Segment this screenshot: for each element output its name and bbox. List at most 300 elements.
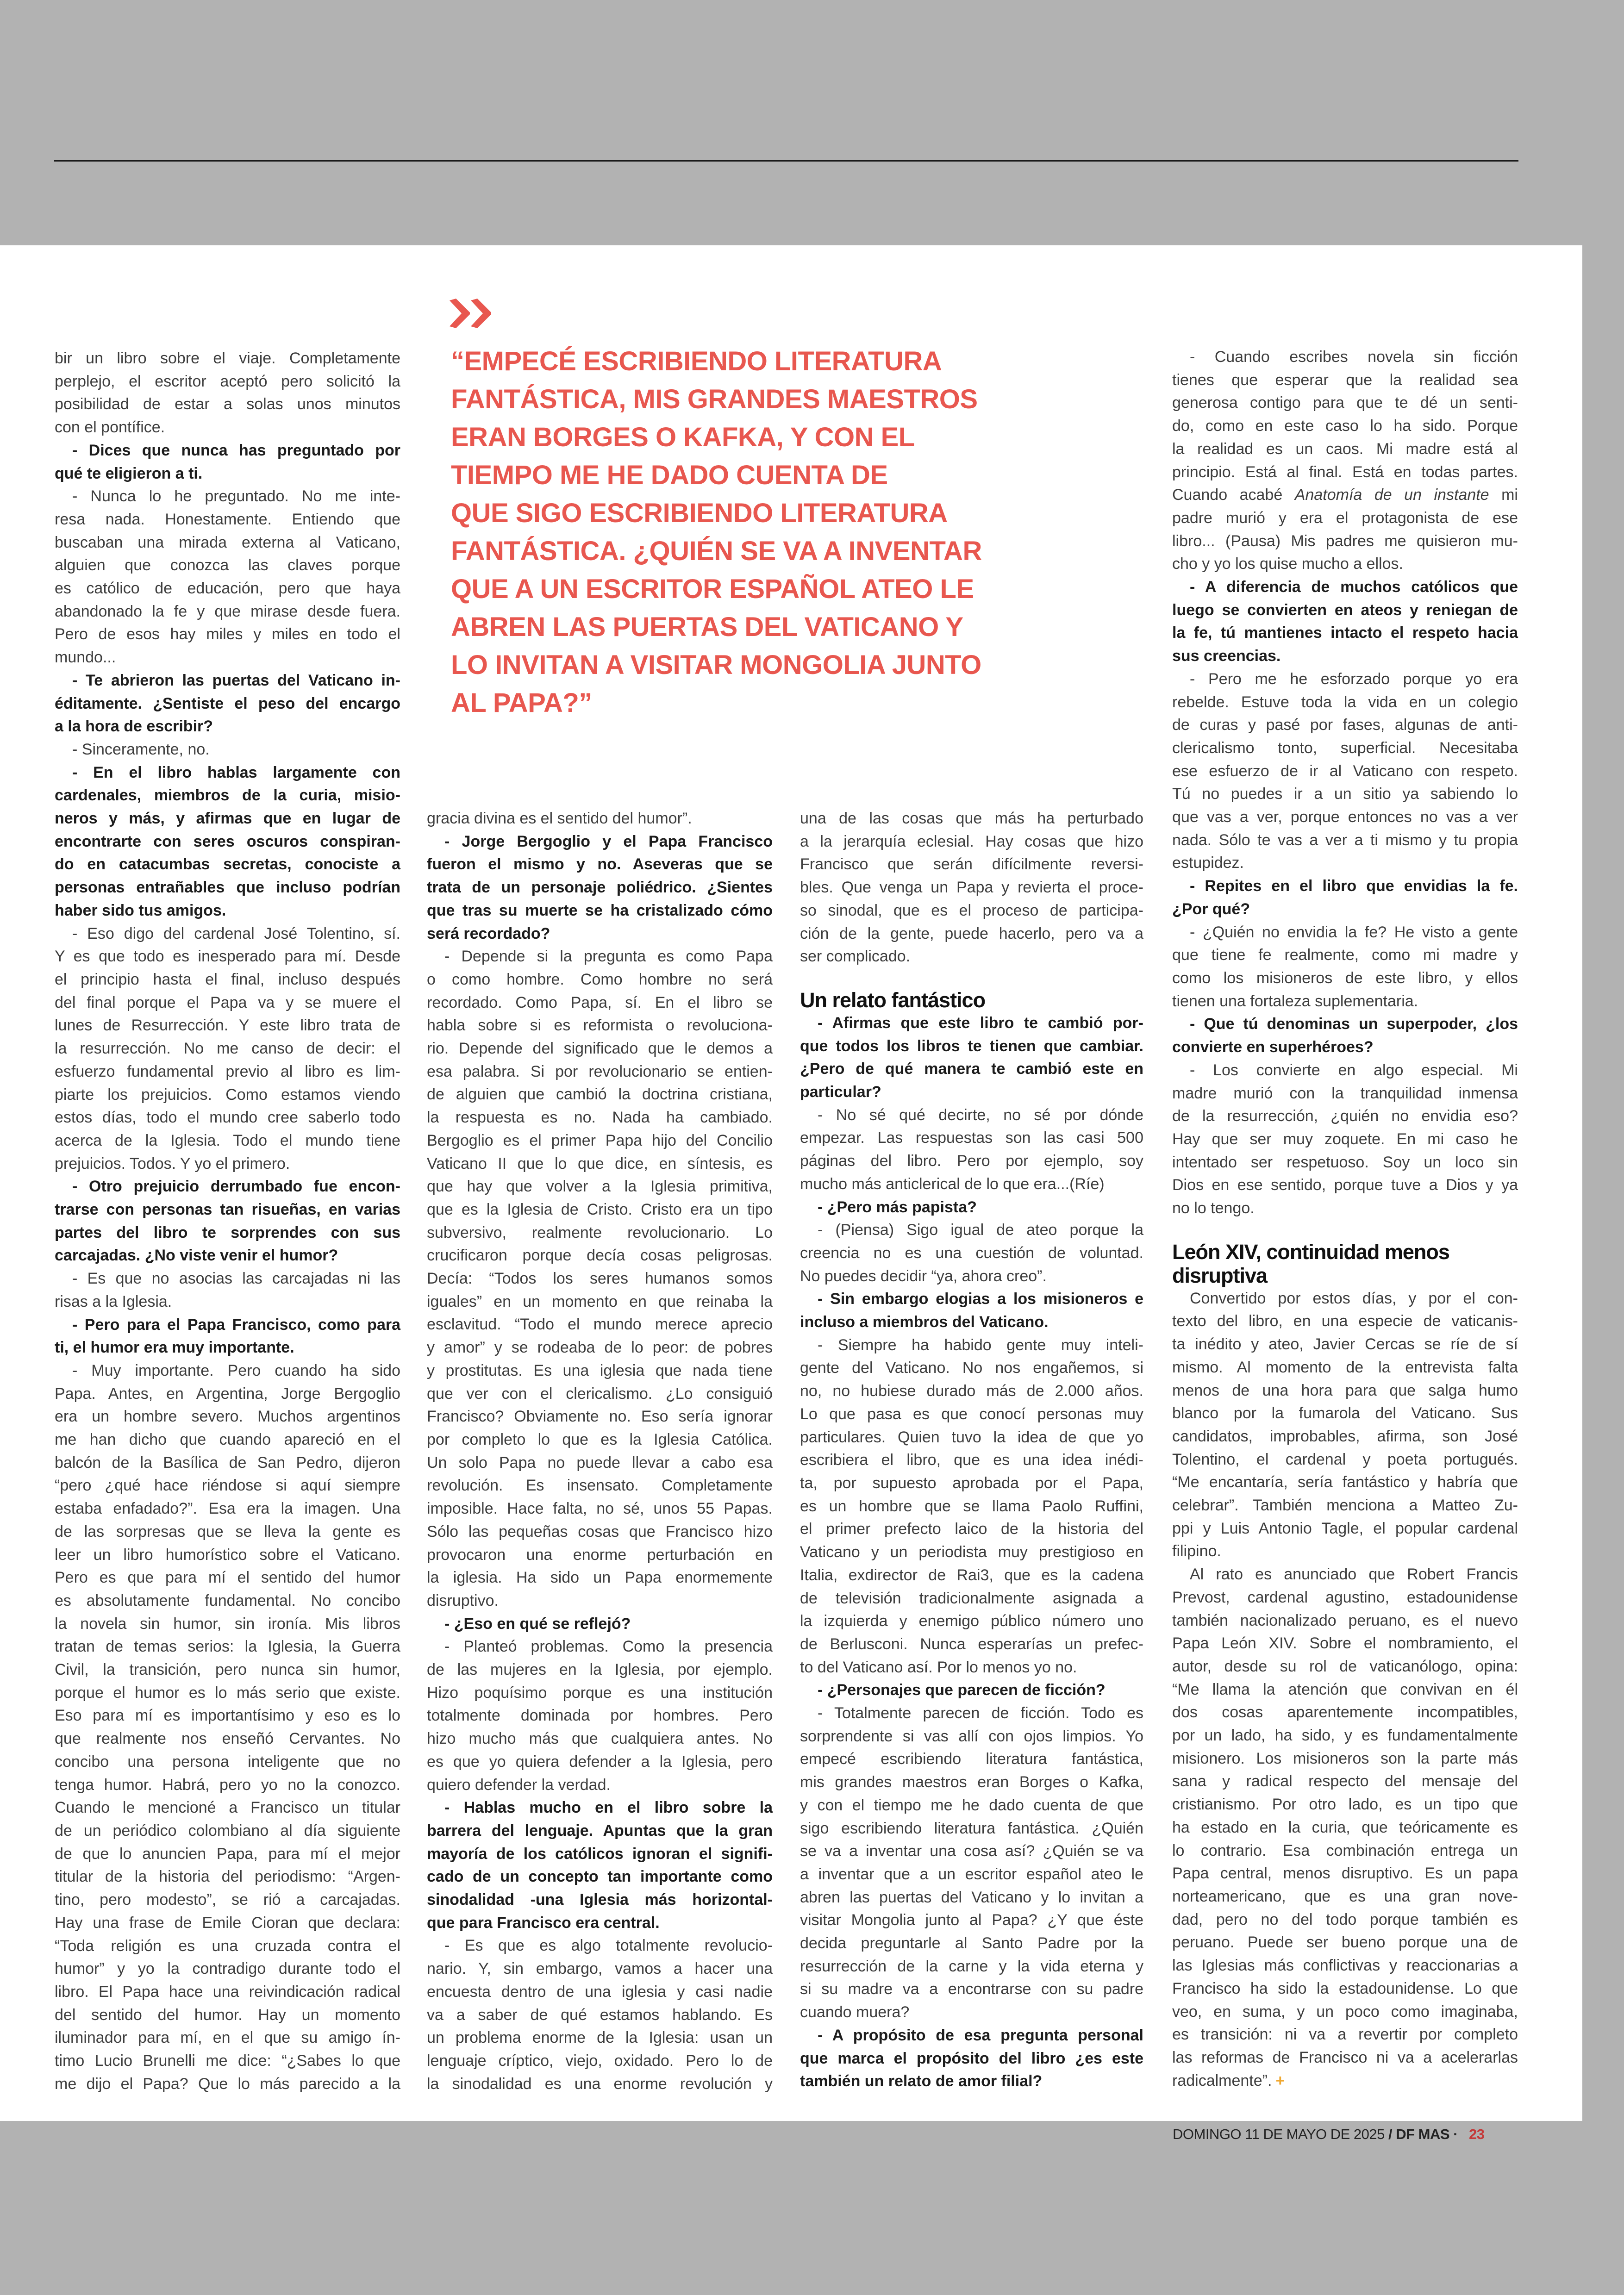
- text-line: [55, 830, 400, 854]
- text-line: [427, 1452, 773, 1475]
- text-segment: que tras su muerte se ha cristalizado cómo: [427, 901, 773, 919]
- text-line: [55, 600, 400, 624]
- text-line: [427, 1383, 773, 1406]
- text-line: [427, 1751, 773, 1774]
- text-segment: peruano. Puede ser bueno porque una de: [1172, 1933, 1518, 1952]
- text-line: [1172, 852, 1518, 875]
- text-segment: do en catacumbas secretas, conociste a: [55, 855, 400, 873]
- text-segment: posibilidad de estar a solas unos minutos: [55, 395, 400, 413]
- text-line: [427, 1336, 773, 1360]
- text-line: [800, 1472, 1143, 1495]
- text-segment: creencia no es una cuestión de voluntad.: [800, 1244, 1143, 1262]
- text-segment: norteamericano, que es una gran nove-: [1172, 1888, 1518, 1905]
- text-segment: y amor” y se rodeaba de lo peor: de pobres: [427, 1339, 773, 1357]
- text-segment: prejuicios. Todos. Y yo el primero.: [55, 1154, 290, 1172]
- text-line: [427, 1083, 773, 1106]
- text-line: [1172, 1082, 1518, 1105]
- text-segment: de alguien que cambió la doctrina cristiana,: [427, 1085, 773, 1104]
- text-segment: Y es que todo es inesperado para mí. Desde: [55, 948, 400, 966]
- text-line: [1172, 1379, 1518, 1403]
- text-line: [427, 1153, 773, 1176]
- text-segment: veo, en suma, y un poco como imaginaba,: [1172, 2002, 1518, 2021]
- text-segment: que tiene fe realmente, como mi madre y: [1172, 946, 1518, 964]
- text-segment: por un lado, ha sido, y es fundamentalmente: [1172, 1727, 1518, 1745]
- text-line: [1172, 1586, 1518, 1609]
- text-segment: Un relato fantástico: [800, 988, 986, 1012]
- answer-paragraph: [1172, 921, 1518, 1013]
- text-segment: y prostitutas. Es una iglesia que nada tiene: [427, 1361, 773, 1379]
- text-segment: acerca de la Iglesia. Todo el mundo tiene: [55, 1131, 400, 1149]
- text-segment: de televisión tradicionalmente asignada a: [800, 1589, 1143, 1607]
- answer-paragraph: [1172, 668, 1518, 875]
- text-line: [1172, 806, 1518, 829]
- pull-quote-line: LO INVITAN A VISITAR MONGOLIA JUNTO: [451, 650, 981, 680]
- text-line: [427, 1843, 773, 1866]
- text-segment: - Dices que nunca has preguntado por: [72, 441, 400, 459]
- text-segment: Hay que ser muy zoquete. En mi caso he: [1172, 1130, 1518, 1148]
- text-segment: me dijo el Papa? Que lo más parecido a la: [55, 2075, 400, 2093]
- text-line: [55, 1935, 400, 1958]
- text-segment: esa palabra. Si por revolucionario se entien-: [427, 1062, 773, 1080]
- text-line: [1172, 1310, 1518, 1333]
- text-segment: filipino.: [1172, 1542, 1221, 1560]
- text-line: [427, 1060, 773, 1084]
- text-segment: no lo tengo.: [1172, 1199, 1255, 1217]
- text-line: [55, 923, 400, 946]
- text-segment: también nacionalizado peruano, es el nuevo: [1172, 1611, 1518, 1629]
- text-line: [427, 1704, 773, 1727]
- text-line: [1172, 1036, 1518, 1059]
- answer-paragraph: [800, 1104, 1143, 1196]
- text-line: [55, 899, 400, 923]
- body-paragraph: [1172, 1563, 1518, 2092]
- article-column-2: [427, 807, 773, 2095]
- question-paragraph: [55, 1175, 400, 1267]
- text-line: [427, 1198, 773, 1222]
- question-paragraph: [1172, 1013, 1518, 1059]
- text-line: [427, 1820, 773, 1843]
- text-line: [427, 1958, 773, 1981]
- pull-quote-line: ABREN LAS PUERTAS DEL VATICANO Y: [451, 612, 963, 642]
- text-line: [800, 1817, 1143, 1840]
- text-line: [1172, 990, 1518, 1013]
- answer-paragraph: [427, 945, 773, 1612]
- text-line: [427, 1222, 773, 1245]
- text-segment: fueron el mismo y no. Aseveras que se: [427, 855, 773, 873]
- text-line: [55, 1175, 400, 1198]
- text-segment: tino, pero modesto”, se rió a carcajadas.: [55, 1891, 400, 1909]
- text-segment: menos de una hora para que salga humo: [1172, 1381, 1518, 1399]
- text-line: [55, 1820, 400, 1843]
- text-segment: el principio hasta el final, incluso después: [55, 970, 400, 988]
- heading-line: [1172, 1240, 1518, 1264]
- text-line: [800, 1104, 1143, 1127]
- text-line: [427, 1244, 773, 1267]
- text-segment: tienes que esperar que la realidad sea: [1172, 371, 1518, 389]
- text-line: [1172, 944, 1518, 967]
- text-segment: intentado ser respetuoso. Soy un loco sin: [1172, 1153, 1518, 1171]
- question-paragraph: [800, 1679, 1143, 1702]
- text-line: [427, 1544, 773, 1567]
- text-line: [55, 393, 400, 416]
- text-segment: Al rato es anunciado que Robert Francis: [1190, 1565, 1518, 1584]
- text-line: [55, 1314, 400, 1337]
- text-line: [800, 1909, 1143, 1932]
- text-segment: particular?: [800, 1083, 881, 1101]
- text-line: [800, 2001, 1143, 2024]
- text-line: [800, 1265, 1143, 1288]
- text-line: [427, 1659, 773, 1682]
- text-line: [800, 1633, 1143, 1656]
- text-segment: sana y radical respecto del mensaje del: [1172, 1772, 1518, 1790]
- answer-paragraph: [427, 807, 773, 830]
- text-segment: también un relato de amor filial?: [800, 2072, 1043, 2090]
- text-segment: gente del Vaticano. No nos engañemos, si: [800, 1359, 1143, 1377]
- text-line: [55, 1682, 400, 1705]
- text-segment: éditamente. ¿Sentiste el peso del encargo: [55, 694, 400, 712]
- text-line: [55, 508, 400, 531]
- text-line: [1172, 599, 1518, 622]
- text-segment: risas a la Iglesia.: [55, 1292, 172, 1310]
- text-line: [1172, 1448, 1518, 1472]
- text-segment: - Otro prejuicio derrumbado fue encon-: [72, 1178, 400, 1196]
- text-segment: habla sobre si es reformista o revoluciona-: [427, 1017, 773, 1035]
- text-line: [55, 485, 400, 508]
- text-line: [1172, 438, 1518, 461]
- text-line: [55, 1060, 400, 1084]
- text-segment: bles. Que venga un Papa y revierta el proce-: [800, 879, 1143, 897]
- text-line: [55, 577, 400, 600]
- text-line: [1172, 369, 1518, 392]
- pull-quote-line: QUE SIGO ESCRIBIENDO LITERATURA: [451, 498, 948, 528]
- text-segment: Civil, la transición, pero nunca sin humor,: [55, 1661, 400, 1679]
- text-line: [427, 1267, 773, 1291]
- text-line: [800, 1541, 1143, 1564]
- text-line: [1172, 507, 1518, 530]
- text-line: [427, 853, 773, 876]
- text-line: [1172, 1333, 1518, 1356]
- text-line: [1172, 2001, 1518, 2024]
- text-segment: tratan de temas serios: la Iglesia, la Guerra: [55, 1638, 400, 1656]
- text-line: [800, 945, 1143, 968]
- text-line: [1172, 737, 1518, 760]
- text-line: [55, 1452, 400, 1475]
- text-line: [1172, 1517, 1518, 1540]
- text-line: [55, 1291, 400, 1314]
- text-line: [55, 1566, 400, 1590]
- text-line: [1172, 1977, 1518, 2001]
- text-segment: gracia divina es el sentido del humor”.: [427, 810, 692, 827]
- text-line: [800, 1219, 1143, 1242]
- text-line: [427, 1106, 773, 1129]
- text-line: [800, 1610, 1143, 1633]
- text-line: [1172, 1840, 1518, 1863]
- header-rule: [54, 160, 1518, 162]
- text-segment: empezar. Las respuestas son las casi 500: [800, 1129, 1143, 1147]
- text-segment: esclavitud. “Todo el mundo merece aprecio: [427, 1316, 773, 1334]
- text-line: [427, 1613, 773, 1636]
- text-line: [55, 623, 400, 646]
- text-segment: ta, por supuesto aprobada por el Papa,: [800, 1474, 1143, 1492]
- text-line: [1172, 1770, 1518, 1793]
- text-segment: que ver con el clericalismo. ¿Lo consiguió: [427, 1384, 773, 1403]
- text-line: [55, 1958, 400, 1981]
- text-segment: que realmente nos enseñó Cervantes. No: [55, 1730, 400, 1748]
- text-segment: so sinodal, que es el proceso de participa-: [800, 901, 1143, 919]
- answer-paragraph: [427, 1934, 773, 2095]
- text-segment: “Toda religión es una cruzada contra el: [55, 1937, 400, 1955]
- text-segment: o como hombre. Como hombre no será: [427, 970, 773, 988]
- text-segment: estos días, todo el mundo cree saberlo todo: [55, 1109, 400, 1127]
- text-line: [55, 1521, 400, 1544]
- text-segment: disruptivo.: [427, 1591, 499, 1609]
- text-line: [427, 2073, 773, 2096]
- text-line: [1172, 1402, 1518, 1425]
- text-segment: totalmente dominada por hombres. Pero: [427, 1707, 773, 1725]
- answer-paragraph: [800, 1219, 1143, 1288]
- text-segment: como los misioneros de este libro, y ellos: [1172, 969, 1518, 987]
- pull-quote-line: TIEMPO ME HE DADO CUENTA DE: [451, 460, 888, 490]
- text-segment: Francisco? Obviamente no. Eso sería ignorar: [427, 1408, 773, 1426]
- pull-quote-line: QUE A UN ESCRITOR ESPAÑOL ATEO LE: [451, 574, 974, 604]
- text-line: [1172, 1724, 1518, 1747]
- text-segment: Cuando acabé: [1172, 486, 1295, 504]
- text-line: [55, 1981, 400, 2004]
- text-segment: ¿Pero de qué manera te cambió este en: [800, 1060, 1143, 1078]
- text-segment: porque el humor es lo más serio que existe.: [55, 1684, 400, 1702]
- text-segment: va a saber de qué estamos hablando. Es: [427, 2006, 773, 2024]
- text-line: [1172, 1931, 1518, 1954]
- text-line: [1172, 2046, 1518, 2070]
- text-line: [1172, 1540, 1518, 1563]
- text-segment: candidatos, improbables, afirma, son José: [1172, 1427, 1518, 1445]
- text-line: [800, 1173, 1143, 1196]
- text-line: [1172, 668, 1518, 691]
- text-segment: texto del libro, en una especie de vaticanis-: [1172, 1312, 1518, 1330]
- section-heading: [800, 988, 1143, 1012]
- text-line: [427, 968, 773, 992]
- text-line: [800, 1886, 1143, 1909]
- text-line: [1172, 760, 1518, 783]
- text-line: [55, 1497, 400, 1521]
- text-segment: Vaticano II que lo que dice, en síntesis, es: [427, 1154, 773, 1172]
- text-segment: un problema enorme de la Iglesia: usan un: [427, 2029, 773, 2047]
- text-segment: por completo lo que es la Iglesia Católica.: [427, 1430, 773, 1448]
- answer-paragraph: [55, 923, 400, 1176]
- text-line: [800, 1127, 1143, 1150]
- text-line: [55, 1428, 400, 1452]
- text-line: [800, 1748, 1143, 1771]
- text-segment: es que yo quiera defender a la Iglesia, pero: [427, 1752, 773, 1771]
- text-segment: - Totalmente parecen de ficción. Todo es: [818, 1704, 1143, 1722]
- text-segment: quiero defender la verdad.: [427, 1776, 611, 1794]
- text-segment: - Que tú denominas un superpoder, ¿los: [1190, 1015, 1518, 1033]
- question-paragraph: [55, 761, 400, 923]
- text-line: [55, 347, 400, 370]
- text-segment: - Afirmas que este libro te cambió por-: [818, 1014, 1143, 1032]
- text-line: [427, 899, 773, 923]
- text-segment: lunes de Resurrección. Y este libro trata de: [55, 1017, 400, 1035]
- text-line: [800, 1564, 1143, 1587]
- text-segment: - No sé qué decirte, no sé por dónde: [818, 1106, 1143, 1124]
- text-line: [55, 1244, 400, 1267]
- text-line: [800, 1242, 1143, 1265]
- text-segment: - Es que es algo totalmente revolucio-: [444, 1937, 773, 1955]
- text-segment: ppi y Luis Antonio Tagle, el popular cardenal: [1172, 1519, 1518, 1537]
- answer-paragraph: [55, 738, 400, 761]
- text-line: [1172, 392, 1518, 415]
- book-title: Anatomía de un instante: [1294, 486, 1489, 504]
- text-line: [55, 1474, 400, 1497]
- text-line: [1172, 1356, 1518, 1379]
- text-line: [1172, 1632, 1518, 1655]
- text-line: [427, 1774, 773, 1797]
- text-line: [1172, 553, 1518, 576]
- text-segment: las Iglesias más conflictivas y reaccionarias a: [1172, 1957, 1518, 1975]
- text-line: [800, 2070, 1143, 2093]
- text-segment: - (Piensa) Sigo igual de ateo porque la: [818, 1221, 1143, 1239]
- text-segment: dad, pero no del todo porque también es: [1172, 1910, 1518, 1928]
- text-segment: cho y yo los quise mucho a ellos.: [1172, 555, 1403, 573]
- text-segment: esfuerzo fundamental previo al libro es lim-: [55, 1062, 400, 1080]
- text-segment: - Pero me he esforzado porque yo era: [1190, 670, 1518, 688]
- text-segment: que para Francisco era central.: [427, 1914, 660, 1932]
- text-segment: cardenales, miembros de la curia, misio-: [55, 786, 400, 804]
- text-line: [427, 1360, 773, 1383]
- text-segment: Vaticano y un periodista muy prestigioso en: [800, 1543, 1143, 1561]
- text-segment: clericalismo tonto, superficial. Necesitaba: [1172, 739, 1518, 757]
- text-line: [427, 830, 773, 854]
- text-segment: de Berlusconi. Nunca esperarías un prefec-: [800, 1635, 1143, 1653]
- text-segment: cado de un concepto tan importante como: [427, 1868, 773, 1886]
- text-line: [800, 1495, 1143, 1518]
- text-segment: que marca el propósito del libro ¿es este: [800, 2049, 1143, 2067]
- text-segment: decida preguntarle al Santo Padre por la: [800, 1934, 1143, 1952]
- text-line: [1172, 967, 1518, 990]
- text-line: [800, 853, 1143, 876]
- text-segment: Bergoglio es el primer Papa hijo del Concilio: [427, 1131, 773, 1149]
- text-line: [800, 1311, 1143, 1334]
- text-segment: cuando muera?: [800, 2003, 910, 2021]
- text-segment: - Hablas mucho en el libro sobre la: [444, 1799, 773, 1817]
- text-line: [55, 853, 400, 876]
- text-segment: Francisco que serán difícilmente reversi-: [800, 855, 1143, 873]
- text-line: [800, 1058, 1143, 1081]
- text-line: [55, 1590, 400, 1613]
- text-segment: era un hombre severo. Muchos argentinos: [55, 1408, 400, 1426]
- text-segment: padre murió y era el protagonista de ese: [1172, 509, 1518, 527]
- text-segment: de curas y pasé por fases, algunas de anti-: [1172, 716, 1518, 734]
- text-line: [427, 1912, 773, 1935]
- text-segment: sigo escribiendo literatura fantástica. ¿Quién: [800, 1819, 1143, 1837]
- text-segment: barrera del lenguaje. Apuntas que la gran: [427, 1821, 773, 1840]
- text-segment: No puedes decidir “ya, ahora creo”.: [800, 1267, 1047, 1285]
- text-segment: Lo que pasa es que conocí personas muy: [800, 1405, 1143, 1423]
- text-segment: la realidad es un caos. Mi madre está al: [1172, 440, 1518, 458]
- answer-paragraph: [1172, 346, 1518, 576]
- text-segment: revolución. Es insensato. Completamente: [427, 1477, 773, 1495]
- text-segment: que es la Iglesia de Cristo. Cristo era un tipo: [427, 1200, 773, 1218]
- text-line: [427, 1934, 773, 1958]
- page-number: 23: [1468, 2126, 1485, 2142]
- footer-date: DOMINGO 11 DE MAYO DE 2025: [1173, 2126, 1385, 2142]
- text-segment: partes del libro te sorprendes con sus: [55, 1223, 400, 1241]
- text-line: [55, 1129, 400, 1153]
- text-segment: Francisco ha sido la estadounidense. Lo que: [1172, 1979, 1518, 1997]
- text-segment: celebrar”. También menciona a Matteo Zu-: [1172, 1497, 1518, 1515]
- text-line: [427, 1313, 773, 1336]
- text-segment: Hizo poquísimo porque es una institución: [427, 1684, 773, 1702]
- text-segment: me han dicho que cuando apareció en el: [55, 1431, 400, 1449]
- text-segment: Cuando le mencioné a Francisco un titular: [55, 1799, 400, 1817]
- text-segment: - Muy importante. Pero cuando ha sido: [72, 1361, 400, 1379]
- text-line: [800, 807, 1143, 830]
- text-segment: - Repites en el libro que envidias la fe.: [1190, 877, 1518, 895]
- text-line: [55, 462, 400, 486]
- text-segment: ¿Por qué?: [1172, 900, 1250, 918]
- text-line: [1172, 1174, 1518, 1197]
- text-line: [800, 1656, 1143, 1679]
- double-chevron-icon: [450, 299, 493, 328]
- text-line: [55, 1014, 400, 1037]
- text-segment: qué te eligieron a ti.: [55, 464, 203, 482]
- text-segment: - Los convierte en algo especial. Mi: [1190, 1061, 1518, 1079]
- text-line: [800, 1978, 1143, 2001]
- text-line: [55, 2050, 400, 2073]
- text-line: [55, 992, 400, 1015]
- text-line: [55, 1912, 400, 1935]
- answer-paragraph: [55, 1267, 400, 1313]
- text-segment: Tú no puedes ir a un sitio ya sabiendo lo: [1172, 785, 1518, 803]
- question-paragraph: [427, 1796, 773, 1934]
- end-of-article-mark: +: [1275, 2071, 1285, 2089]
- text-line: [1172, 1287, 1518, 1310]
- text-segment: encuesta dentro de una iglesia y casi nadie: [427, 1983, 773, 2001]
- text-segment: la resurrección. No me canso de decir: el: [55, 1040, 400, 1058]
- text-segment: perplejo, el escritor aceptó pero solicitó la: [55, 372, 400, 390]
- text-line: [55, 1613, 400, 1636]
- answer-paragraph: [55, 1360, 400, 2096]
- text-segment: la novela sin humor, sin ironía. Mis libros: [55, 1615, 400, 1633]
- text-line: [427, 992, 773, 1015]
- question-paragraph: [800, 1288, 1143, 1334]
- text-line: [427, 923, 773, 946]
- text-line: [1172, 484, 1518, 507]
- text-line: [800, 2024, 1143, 2047]
- text-segment: y con el tiempo me he dado cuenta de que: [800, 1796, 1143, 1814]
- text-line: [800, 1012, 1143, 1035]
- text-segment: mis grandes maestros eran Borges o Kafka,: [800, 1773, 1143, 1791]
- text-line: [55, 1198, 400, 1222]
- text-segment: balcón de la Basílica de San Pedro, dijeron: [55, 1453, 400, 1472]
- answer-paragraph: [55, 485, 400, 669]
- text-segment: recordado. Como Papa, sí. En el libro se: [427, 993, 773, 1011]
- text-segment: mucho más anticlerical de lo que era...(Ríe): [800, 1175, 1105, 1193]
- text-line: [427, 2027, 773, 2050]
- text-line: [55, 646, 400, 669]
- text-segment: - A propósito de esa pregunta personal: [818, 2026, 1143, 2044]
- text-line: [1172, 2023, 1518, 2046]
- text-segment: Prevost, cardenal agustino, estadounidense: [1172, 1588, 1518, 1606]
- text-segment: leer un libro humorístico sobre el Vaticano.: [55, 1546, 400, 1564]
- text-segment: que vas a ver, porque entonces no vas a ver: [1172, 808, 1518, 826]
- text-segment: humor” y yo la contradigo durante todo el: [55, 1960, 400, 1978]
- text-line: [55, 1843, 400, 1866]
- text-segment: resa nada. Honestamente. Entiendo que: [55, 510, 400, 528]
- text-segment: que todos los libros te tienen que cambiar.: [800, 1037, 1143, 1055]
- text-segment: disruptiva: [1172, 1263, 1268, 1287]
- text-segment: subversivo, realmente revolucionario. Lo: [427, 1223, 773, 1241]
